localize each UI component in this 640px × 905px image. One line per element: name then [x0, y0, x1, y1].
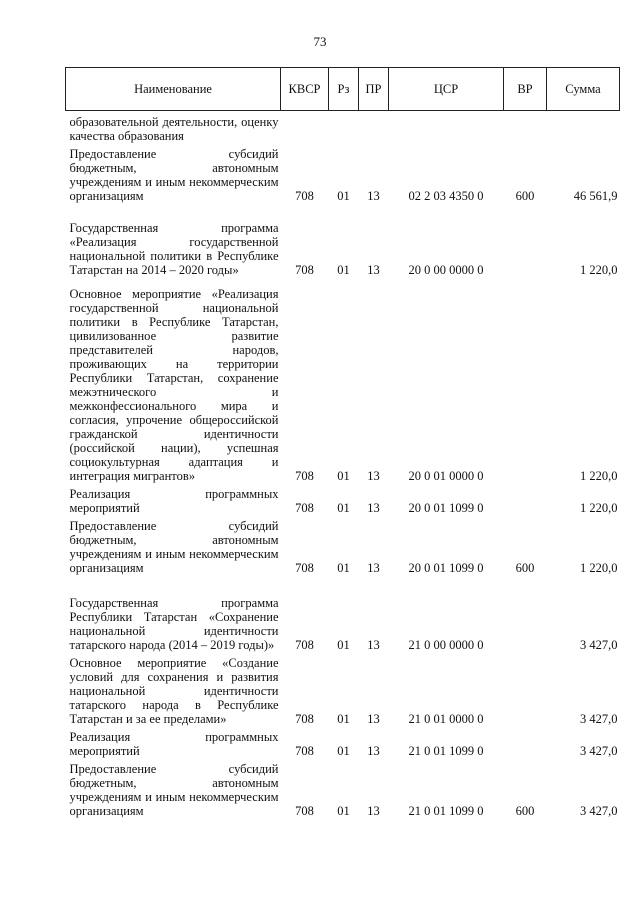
row-kvsr: 708 — [295, 637, 314, 652]
row-name: Реализация программных мероприятий — [69, 486, 279, 515]
row-sum: 46 561,9 — [573, 188, 618, 203]
row-pr: 13 — [367, 637, 380, 652]
row-pr: 13 — [367, 468, 380, 483]
table-row — [66, 652, 620, 726]
row-pr: 13 — [367, 500, 380, 515]
row-vr — [504, 203, 547, 277]
row-pr: 13 — [367, 711, 380, 726]
table-row — [66, 203, 620, 277]
table-row — [66, 758, 620, 818]
row-vr — [504, 726, 547, 758]
row-sum: 1 220,0 — [580, 468, 618, 483]
row-rz: 01 — [337, 262, 350, 277]
row-pr — [359, 111, 389, 143]
row-vr — [504, 575, 547, 652]
row-kvsr: 708 — [295, 560, 314, 575]
table-body — [66, 111, 620, 818]
row-rz: 01 — [337, 500, 350, 515]
row-name: Предоставление субсидий бюджетным, автономным учреждениям и иным некоммерческим организациям — [69, 761, 279, 818]
row-kvsr: 708 — [295, 188, 314, 203]
budget-table — [65, 67, 620, 818]
row-vr — [504, 277, 547, 483]
row-csr: 21 0 01 0000 0 — [408, 711, 484, 726]
row-name: Государственная программа «Реализация государственной национальной политики в Республике Татарстан на 2014 – 2020 годы» — [69, 220, 279, 277]
row-vr — [504, 111, 547, 143]
table-row — [66, 111, 620, 143]
header-sum: Сумма — [547, 68, 620, 111]
row-rz — [329, 111, 359, 143]
row-name: образовательной деятельности, оценку качества образования — [69, 114, 279, 143]
row-csr: 20 0 01 0000 0 — [408, 468, 484, 483]
row-sum — [547, 111, 620, 143]
table-row — [66, 483, 620, 515]
row-kvsr: 708 — [295, 468, 314, 483]
row-vr: 600 — [515, 188, 535, 203]
row-csr: 20 0 01 1099 0 — [408, 560, 484, 575]
row-pr: 13 — [367, 188, 380, 203]
table-row — [66, 143, 620, 203]
row-csr: 21 0 01 1099 0 — [408, 803, 484, 818]
header-kvsr: КВСР — [281, 68, 329, 111]
header-rz: Рз — [329, 68, 359, 111]
row-sum: 3 427,0 — [580, 637, 618, 652]
row-vr: 600 — [515, 560, 535, 575]
row-csr — [389, 111, 504, 143]
row-csr: 20 0 01 1099 0 — [408, 500, 484, 515]
row-kvsr: 708 — [295, 711, 314, 726]
row-pr: 13 — [367, 560, 380, 575]
row-csr: 02 2 03 4350 0 — [408, 188, 484, 203]
row-kvsr: 708 — [295, 743, 314, 758]
header-pr: ПР — [359, 68, 389, 111]
row-vr — [504, 652, 547, 726]
row-pr: 13 — [367, 803, 380, 818]
row-kvsr: 708 — [295, 803, 314, 818]
page-number: 73 — [313, 34, 327, 49]
header-csr: ЦСР — [389, 68, 504, 111]
row-kvsr — [281, 111, 329, 143]
row-csr: 21 0 01 1099 0 — [408, 743, 484, 758]
row-csr: 21 0 00 0000 0 — [408, 637, 484, 652]
row-sum: 3 427,0 — [580, 711, 618, 726]
row-rz: 01 — [337, 560, 350, 575]
table-row — [66, 277, 620, 483]
row-sum: 1 220,0 — [580, 560, 618, 575]
row-pr: 13 — [367, 743, 380, 758]
row-sum: 1 220,0 — [580, 262, 618, 277]
table-row — [66, 575, 620, 652]
header-vr: ВР — [504, 68, 547, 111]
row-pr: 13 — [367, 262, 380, 277]
row-name: Государственная программа Республики Татарстан «Сохранение национальной идентичности татарского народа (2014 – 2019 годы)» — [69, 595, 279, 652]
row-name: Предоставление субсидий бюджетным, автономным учреждениям и иным некоммерческим организациям — [69, 146, 279, 203]
row-sum: 1 220,0 — [580, 500, 618, 515]
row-kvsr: 708 — [295, 262, 314, 277]
header-name: Наименование — [66, 68, 281, 111]
row-rz: 01 — [337, 743, 350, 758]
row-vr — [504, 483, 547, 515]
row-rz: 01 — [337, 711, 350, 726]
row-name: Основное мероприятие «Создание условий для сохранения и развития национальной идентичности татарского народа в Республике Татарстан и за ее пределами» — [69, 655, 279, 726]
row-sum: 3 427,0 — [580, 803, 618, 818]
row-rz: 01 — [337, 637, 350, 652]
row-rz: 01 — [337, 188, 350, 203]
row-name: Предоставление субсидий бюджетным, автономным учреждениям и иным некоммерческим организациям — [69, 518, 279, 575]
table-row — [66, 726, 620, 758]
table-row — [66, 515, 620, 575]
row-rz: 01 — [337, 803, 350, 818]
row-kvsr: 708 — [295, 500, 314, 515]
row-name: Реализация программных мероприятий — [69, 729, 279, 758]
row-sum: 3 427,0 — [580, 743, 618, 758]
row-vr: 600 — [515, 803, 535, 818]
table-header — [66, 68, 620, 111]
row-csr: 20 0 00 0000 0 — [408, 262, 484, 277]
row-name: Основное мероприятие «Реализация государственной национальной политики в Республике Татарстан, цивилизованное развитие представителей народов, проживающих на территории Республики Татарстан, сохранение межэтнического и межконфессионального мира и согласия, упрочение общероссийской гражданской идентичности (российской нации), успешная социокультурная адаптация и интеграция мигрантов» — [69, 286, 279, 483]
row-rz: 01 — [337, 468, 350, 483]
